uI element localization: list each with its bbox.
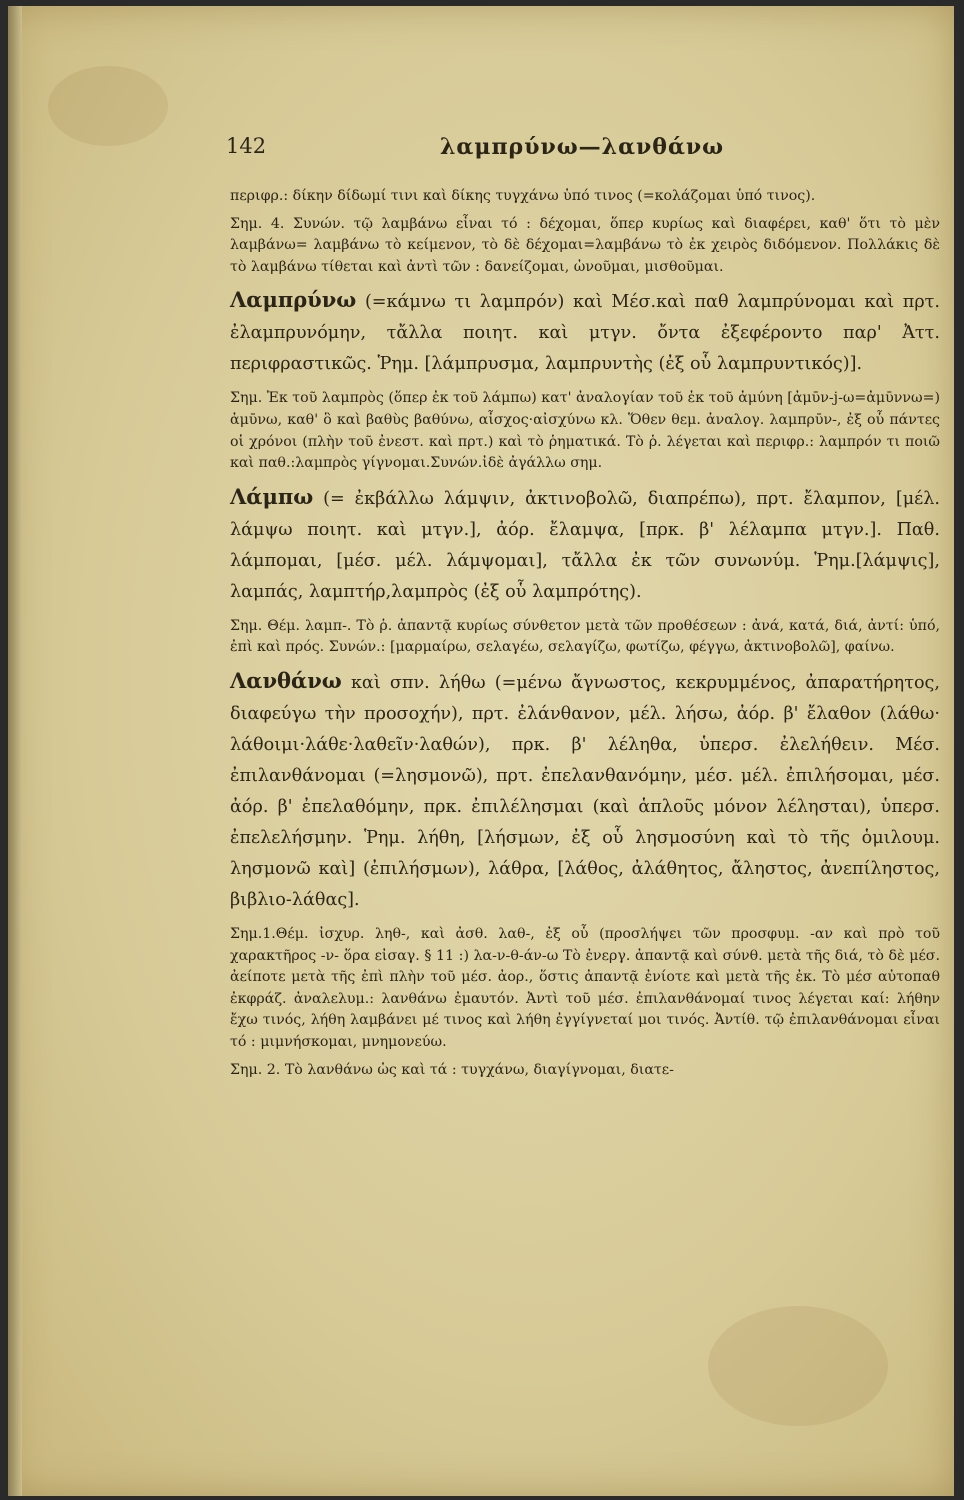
running-head: λαμπρύνω—λανθάνω: [440, 134, 725, 160]
entry-paragraph: Λάμπω (= ἐκβάλλω λάμψιν, ἀκτινοβολῶ, διαπρέπω), πρτ. ἔλαμπον, [μέλ. λάμψω ποιητ. καὶ μτγν.], ἀόρ. ἔλαμψα, [πρκ. β' λέλαμπα μτγν.]. Παθ. λάμπομαι, [μέσ. μέλ. λάμψομαι], τἄλλα ἐκ τῶν συνωνύμ. Ῥημ.[λάμψις], λαμπάς, λαμπτήρ,λαμπρὸς (ἐξ οὗ λαμπρότης).: [230, 483, 940, 602]
entry-paragraph: Λαμπρύνω (=κάμνω τι λαμπρόν) καὶ Μέσ.καὶ παθ λαμπρύνομαι καὶ πρτ. ἐλαμπρυνόμην, τἄλλα ποιητ. καὶ μτγν. ὄντα ἐξεφέροντο παρ' Ἀττ. περιφραστικῶς. Ῥημ. [λάμπρυσμα, λαμπρυντὴς (ἐξ οὗ λαμπρυντικός)].: [230, 287, 940, 375]
page-spine-edge: [8, 6, 22, 1496]
paragraph: Σημ. Ἐκ τοῦ λαμπρὸς (ὅπερ ἐκ τοῦ λάμπω) κατ' ἀναλογίαν τοῦ ἐκ τοῦ ἀμύνη [ἀμῡν-j-ω=ἀμῡννω=) ἀμῡνω, καθ' ὃ καὶ βαθὺς βαθύνω, αἶσχος·αἰσχύνω κλ. Ὅθεν θεμ. ἀναλογ. λαμπρῡν-, ἐξ οὗ πάντες οἱ χρόνοι (πλὴν τοῦ ἐνεστ. καὶ πρτ.) καὶ τὸ ῥηματικά. Τὸ ῥ. λέγεται καὶ περιφρ.: λαμπρόν τι ποιῶ καὶ παθ.:λαμπρὸς γίγνομαι.Συνών.ἰδὲ ἀγάλλω σημ.: [230, 390, 940, 472]
dictionary-text: [230, 186, 940, 1087]
entry-headword: Λαμπρύνω: [230, 287, 357, 313]
paragraph: Σημ. Θέμ. λαμπ-. Τὸ ῥ. ἀπαντᾷ κυρίως σύνθετον μετὰ τῶν προθέσεων : ἀνά, κατά, διά, ἀντί: ὑπό, ἐπὶ καὶ πρός. Συνών.: [μαρμαίρω, σελαγέω, σελαγίζω, φωτίζω, φέγγω, ἀκτινοβολῶ], φαίνω.: [230, 617, 940, 656]
book-page: [8, 6, 954, 1496]
entry-headword: Λάμπω: [230, 483, 314, 509]
paragraph: Σημ. 4. Συνών. τῷ λαμβάνω εἶναι τό : δέχομαι, ὅπερ κυρίως καὶ διαφέρει, καθ' ὅτι τὸ μὲν λαμβάνω= λαμβάνω τὸ κείμενον, τὸ δὲ δέχομαι=λαμβάνω τὸ ἐκ χειρὸς διδόμενον. Πολλάκις δὲ τὸ λαμβάνω τίθεται καὶ ἀντὶ τῶν : δανείζομαι, ὠνοῦμαι, μισθοῦμαι.: [230, 215, 940, 275]
paragraph: περιφρ.: δίκην δίδωμί τινι καὶ δίκης τυγχάνω ὑπό τινος (=κολάζομαι ὑπό τινος).: [230, 188, 816, 204]
paper-stain: [708, 1306, 888, 1426]
page-number: 142: [226, 134, 267, 158]
paper-stain: [48, 66, 168, 146]
entry-headword: Λανθάνω: [230, 667, 342, 693]
paragraph: Σημ. 2. Τὸ λανθάνω ὡς καὶ τά : τυγχάνω, διαγίγνομαι, διατε-: [230, 1061, 674, 1078]
entry-paragraph: Λανθάνω καὶ σπν. λήθω (=μένω ἄγνωστος, κεκρυμμένος, ἀπαρατήρητος, διαφεύγω τὴν προσοχήν), πρτ. ἐλάνθανον, μέλ. λήσω, ἀόρ. β' ἔλαθον (λάθω· λάθοιμι·λάθε·λαθεῖν·λαθών), πρκ. β' λέληθα, ὑπερσ. ἐλελήθειν. Μέσ. ἐπιλανθάνομαι (=λησμονῶ), πρτ. ἐπελανθανόμην, μέσ. μέλ. ἐπιλήσομαι, μέσ. ἀόρ. β' ἐπελαθόμην, πρκ. ἐπιλέλησμαι (καὶ ἁπλοῦς μόνον λέλησται), ὑπερσ. ἐπελελήσμην. Ῥημ. λήθη, [λήσμων, ἐξ οὗ λησμοσύνη καὶ τὸ τῆς ὁμιλουμ. λησμονῶ καὶ] (ἐπιλήσμων), λάθρα, [λάθος, ἀλάθητος, ἄληστος, ἀνεπίληστος, βιβλιο-λάθας].: [230, 667, 940, 910]
paragraph: Σημ.1.Θέμ. ἰσχυρ. ληθ-, καὶ ἀσθ. λαθ-, ἐξ οὗ (προσλήψει τῶν προσφυμ. -αν καὶ πρὸ τοῦ χαρακτῆρος -ν- ὅρα εἰσαγ. § 11 :) λα-ν-θ-άν-ω Τὸ ἐνεργ. ἀπαντᾷ καὶ σύνθ. μετὰ τῆς διά, τὸ δὲ μέσ. ἀείποτε μετὰ τῆς ἐπὶ πλὴν τοῦ μέσ. ἀορ., ὅστις ἀπαντᾷ ἐνίοτε καὶ μετὰ τῆς ἐκ. Τὸ μέσ αὐτοπαθ ἐκφράζ. ἀναλελυμ.: λανθάνω ἐμαυτόν. Ἀντὶ τοῦ μέσ. ἐπιλανθάνομαί τινος λέγεται καί: λήθην ἔχω τινός, λήθη λαμβάνει μέ τινος καὶ λήθη ἐγγίγνεταί μοι τινός. Ἀντίθ. τῷ ἐπιλανθάνομαι εἶναι τό : μιμνήσκομαι, μνημονεύω.: [230, 925, 940, 1050]
